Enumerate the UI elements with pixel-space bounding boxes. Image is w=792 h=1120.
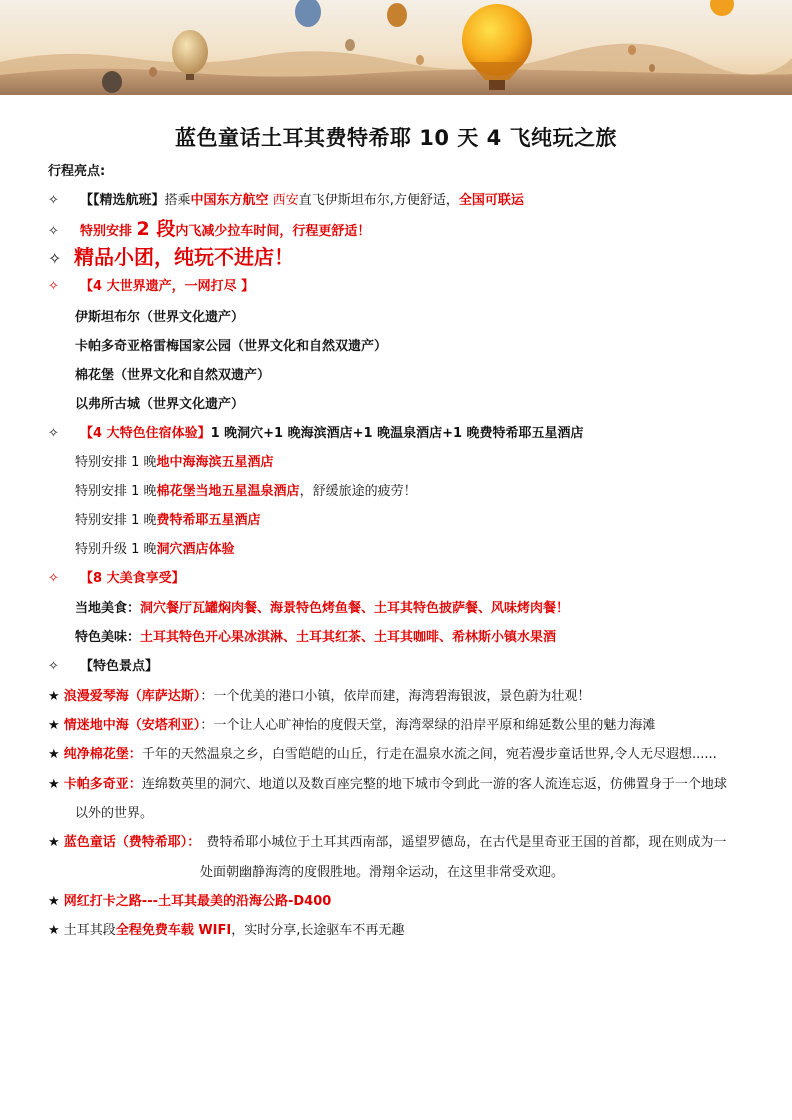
star-icon: ★ [48,689,60,704]
star-icon: ★ [48,835,60,850]
hotel-prefix: 特别安排 1 晚 [75,484,157,499]
header-banner-image [0,0,792,95]
bullet-internal-flights [48,218,370,240]
hotel-prefix: 特别安排 1 晚 [75,455,157,470]
attraction-desc: 千年的天然温泉之乡，白雪皑皑的山丘，行走在温泉水流之间，宛若漫步童话世界,令人无尽遐想...... [141,747,717,762]
food-label: 特色美味： [75,630,141,645]
hotel-item [75,512,261,530]
food-item-special [75,629,556,647]
wifi-highlight: 全程免费车载 WIFI [115,923,232,938]
diamond-icon: ✧ [48,193,59,208]
accommodation-summary: 1 晚洞穴+1 晚海滨酒店+1 晚温泉酒店+1 晚费特希耶五星酒店 [210,426,584,441]
attraction-item [48,922,404,940]
wifi-desc: ，实时分享,长途驱车不再无趣 [231,923,405,938]
bullet-accommodation [48,425,584,443]
attraction-item [48,746,717,764]
attraction-item [48,717,655,735]
internal-flight-count: 2 段 [136,218,176,240]
bullet-flight [48,192,524,210]
hotel-name: 地中海海滨五星酒店 [156,455,274,470]
star-icon: ★ [48,777,60,792]
star-icon: ★ [48,747,60,762]
attraction-name: 蓝色童话（费特希耶）： [63,835,201,850]
attraction-item [48,688,590,706]
hotel-name: 棉花堡当地五星温泉酒店 [156,484,300,499]
hotel-prefix: 特别安排 1 晚 [75,513,157,528]
diamond-icon: ✧ [48,224,59,239]
attraction-desc: 连绵数英里的洞穴、地道以及数百座完整的地下城市令到此一游的客人流连忘返，仿佛置身于一个地球 [141,777,727,792]
diamond-icon: ✧ [48,571,59,586]
coastal-road-text: 网红打卡之路---土耳其最美的沿海公路-D400 [63,894,332,909]
food-value: 土耳其特色开心果冰淇淋、土耳其红茶、土耳其咖啡、希林斯小镇水果酒 [140,630,557,645]
attraction-desc: ：一个优美的港口小镇，依岸而建，海湾碧海银波，景色蔚为壮观！ [200,689,591,704]
star-icon: ★ [48,894,60,909]
diamond-icon: ✧ [48,426,59,441]
star-icon: ★ [48,923,60,938]
heritage-item: 伊斯坦布尔（世界文化遗产） [75,310,245,325]
hotel-item [75,483,417,501]
star-icon: ★ [48,718,60,733]
attraction-desc-continued: 处面朝幽静海湾的度假胜地。滑翔伞运动，在这里非常受欢迎。 [200,865,565,880]
attraction-name: 纯净棉花堡： [63,747,142,762]
accommodation-heading: 【4 大特色住宿体验】 [80,426,211,441]
food-label: 当地美食： [75,601,141,616]
attractions-heading: 【特色景点】 [80,659,159,674]
hotel-item [75,454,274,472]
diamond-icon: ✧ [48,249,62,268]
heritage-item: 棉花堡（世界文化和自然双遗产） [75,368,271,383]
page-title: 蓝色童话土耳其费特希耶 10 天 4 飞纯玩之旅 [174,126,618,150]
connection-note: 全国可联运 [458,193,524,208]
hotel-name: 费特希耶五星酒店 [156,513,261,528]
small-group-text: 精品小团，纯玩不进店！ [74,245,294,269]
attraction-name: 卡帕多奇亚： [63,777,142,792]
bullet-attractions [48,658,158,676]
airline-name: 中国东方航空 [190,193,269,208]
departure-city: 西安 [268,193,299,208]
attraction-desc-continued: 以外的世界。 [75,806,154,821]
wifi-prefix: 土耳其段 [63,923,116,938]
balloons-illustration [0,0,792,95]
internal-flight-prefix: 特别安排 [80,224,137,239]
attraction-desc: ：一个让人心旷神怡的度假天堂，海湾翠绿的沿岸平原和绵延数公里的魅力海滩 [200,718,656,733]
bullet-heritage [48,278,254,296]
hotel-suffix: ，舒缓旅途的疲劳！ [299,484,417,499]
heritage-item: 以弗所古城（世界文化遗产） [75,397,245,412]
highlights-label: 行程亮点: [48,164,106,179]
flight-label: 【【精选航班】 [80,193,165,208]
attraction-item [48,776,727,794]
diamond-icon: ✧ [48,659,59,674]
heritage-heading: 【4 大世界遗产，一网打尽 】 [80,279,255,294]
attraction-item [48,834,726,852]
bullet-small-group [48,244,294,270]
food-item-local [75,600,569,618]
heritage-item: 卡帕多奇亚格雷梅国家公园（世界文化和自然双遗产） [75,339,388,354]
flight-text: 搭乘 [164,193,191,208]
diamond-icon: ✧ [48,279,59,294]
bullet-food [48,570,185,588]
internal-flight-desc: 内飞减少拉车时间，行程更舒适！ [175,224,371,239]
attraction-name: 浪漫爱琴海（库萨达斯） [63,689,201,704]
flight-desc: 直飞伊斯坦布尔,方便舒适， [298,193,459,208]
attraction-desc: 费特希耶小城位于土耳其西南部，遥望罗德岛，在古代是里奇亚王国的首都，现在则成为一 [206,835,727,850]
food-heading: 【8 大美食享受】 [80,571,185,586]
hotel-name: 洞穴酒店体验 [156,542,235,557]
food-value: 洞穴餐厅瓦罐焖肉餐、海景特色烤鱼餐、土耳其特色披萨餐、风味烤肉餐！ [140,601,570,616]
attraction-item [48,893,331,911]
attraction-name: 情迷地中海（安塔利亚） [63,718,201,733]
hotel-item [75,541,235,559]
hotel-prefix: 特别升级 1 晚 [75,542,157,557]
